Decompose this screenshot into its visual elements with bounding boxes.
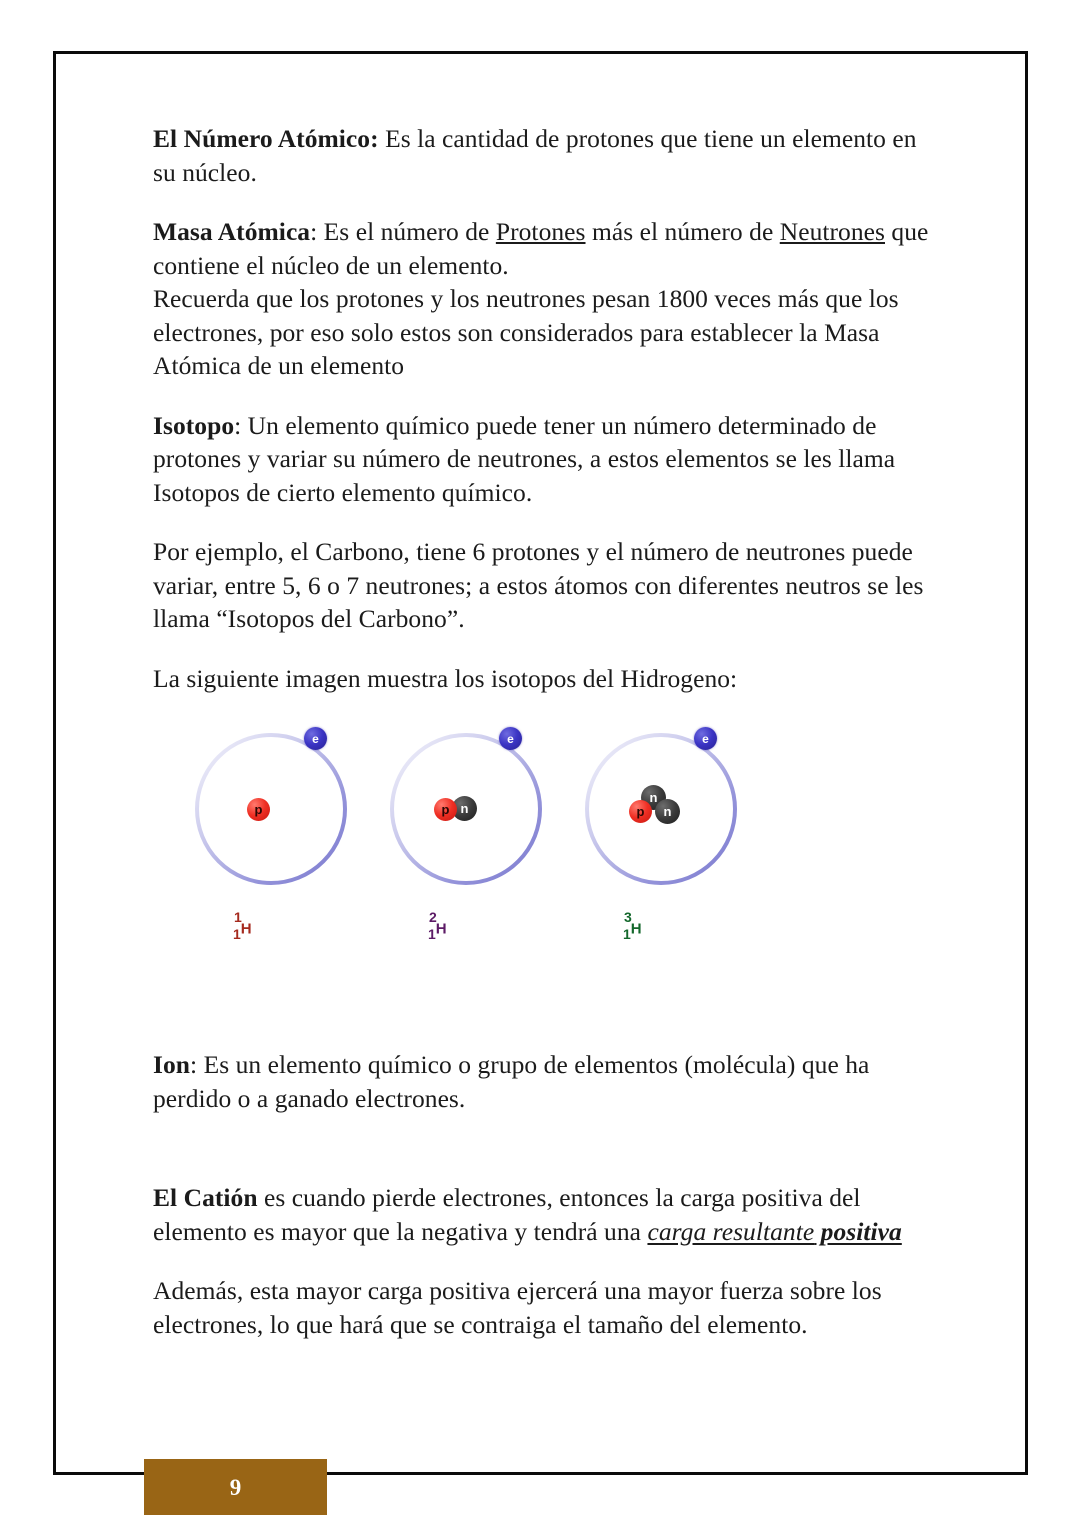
paragraph-cation xyxy=(153,1181,943,1248)
page-number-band xyxy=(144,1459,327,1515)
element-symbol: H xyxy=(435,920,447,938)
emphasis-positiva: positiva xyxy=(814,1216,902,1246)
element-symbol: H xyxy=(240,920,252,938)
paragraph-ion xyxy=(153,1048,943,1115)
term-numero-atomico: El Número Atómico: xyxy=(153,124,379,153)
page-border-frame xyxy=(53,51,1028,1500)
neutron-particle: n xyxy=(452,796,477,821)
atomic-number-and-symbol xyxy=(233,920,252,943)
neutron-particle-right: n xyxy=(655,799,680,824)
paragraph-numero-atomico-text: Es la cantidad de protones que tiene un elemento en su núcleo. xyxy=(153,124,917,187)
atom-diagram-protio xyxy=(181,721,371,976)
isotope-label-tritio xyxy=(623,909,642,943)
mass-number: 2 xyxy=(429,909,437,925)
electron-particle: e xyxy=(499,727,522,750)
atom-diagram-tritio xyxy=(571,721,761,976)
neutron-particle-top: n xyxy=(641,785,666,810)
proton-particle: p xyxy=(434,798,457,821)
paragraph-isotopo-text: : Un elemento químico puede tener un número determinado de protones y variar su número de neutrones, a estos elementos se les llama Isotopos de cierto elemento químico. xyxy=(153,410,896,507)
proton-particle: p xyxy=(247,798,270,821)
term-isotopo: Isotopo xyxy=(153,410,235,440)
atomic-number-and-symbol xyxy=(428,920,447,943)
proton-particle: p xyxy=(629,800,652,823)
atomic-number-and-symbol xyxy=(623,920,642,943)
orbit-ring-protio xyxy=(191,729,351,889)
paragraph-isotopo xyxy=(153,409,943,510)
figure-spacer xyxy=(153,976,943,1048)
paragraph-numero-atomico xyxy=(153,122,943,189)
electron-particle: e xyxy=(304,727,327,750)
paragraph-ejemplo-carbono: Por ejemplo, el Carbono, tiene 6 protones y el número de neutrones puede variar, entre 5, 6 o 7 neutrones; a estos átomos con diferentes neutros se les llama “Isotopos del Carbono”. xyxy=(153,537,924,633)
document-body xyxy=(153,122,943,1367)
paragraph-intro-figura: La siguiente imagen muestra los isotopos del Hidrogeno: xyxy=(153,663,738,693)
element-symbol: H xyxy=(630,920,642,938)
isotope-label-deuterio xyxy=(428,909,447,943)
masa-atomica-text-c: que contiene el núcleo de un elemento. xyxy=(153,217,929,280)
atomic-number: 1 xyxy=(428,926,436,942)
term-ion: Ion xyxy=(153,1050,191,1079)
masa-atomica-text-a: : Es el número de xyxy=(310,217,496,246)
term-masa-atomica: Masa Atómica xyxy=(153,217,311,246)
page-number: 9 xyxy=(229,1474,242,1500)
atomic-number: 1 xyxy=(233,926,241,942)
term-cation: El Catión xyxy=(153,1183,258,1212)
mass-number: 1 xyxy=(234,909,242,925)
underlined-protones: Protones xyxy=(495,217,586,246)
isotopos-hidrogeno-figure xyxy=(181,721,781,976)
masa-atomica-text-b: más el número de xyxy=(585,217,780,246)
paragraph-ion-text: : Es un elemento químico o grupo de elementos (molécula) que ha perdido o a ganado electrones. xyxy=(153,1050,870,1113)
isotope-label-protio xyxy=(233,909,252,943)
paragraph-masa-atomica-continuacion: Recuerda que los protones y los neutrones pesan 1800 veces más que los electrones, por eso solo estos son considerados para establecer la Masa Atómica de un elemento xyxy=(153,284,899,380)
atomic-number: 1 xyxy=(623,926,631,942)
underlined-neutrones: Neutrones xyxy=(779,217,885,246)
emphasis-carga-resultante: carga resultante xyxy=(647,1216,815,1246)
atom-diagram-deuterio xyxy=(376,721,566,976)
paragraph-cation-text: es cuando pierde electrones, entonces la carga positiva del elemento es mayor que la negativa y tendrá una xyxy=(153,1183,861,1246)
paragraph-masa-atomica xyxy=(153,215,943,282)
section-spacer xyxy=(153,1141,943,1181)
electron-particle: e xyxy=(694,727,717,750)
mass-number: 3 xyxy=(624,909,632,925)
paragraph-cation-continuacion: Además, esta mayor carga positiva ejercerá una mayor fuerza sobre los electrones, lo que hará que se contraiga el tamaño del elemento. xyxy=(153,1276,882,1339)
